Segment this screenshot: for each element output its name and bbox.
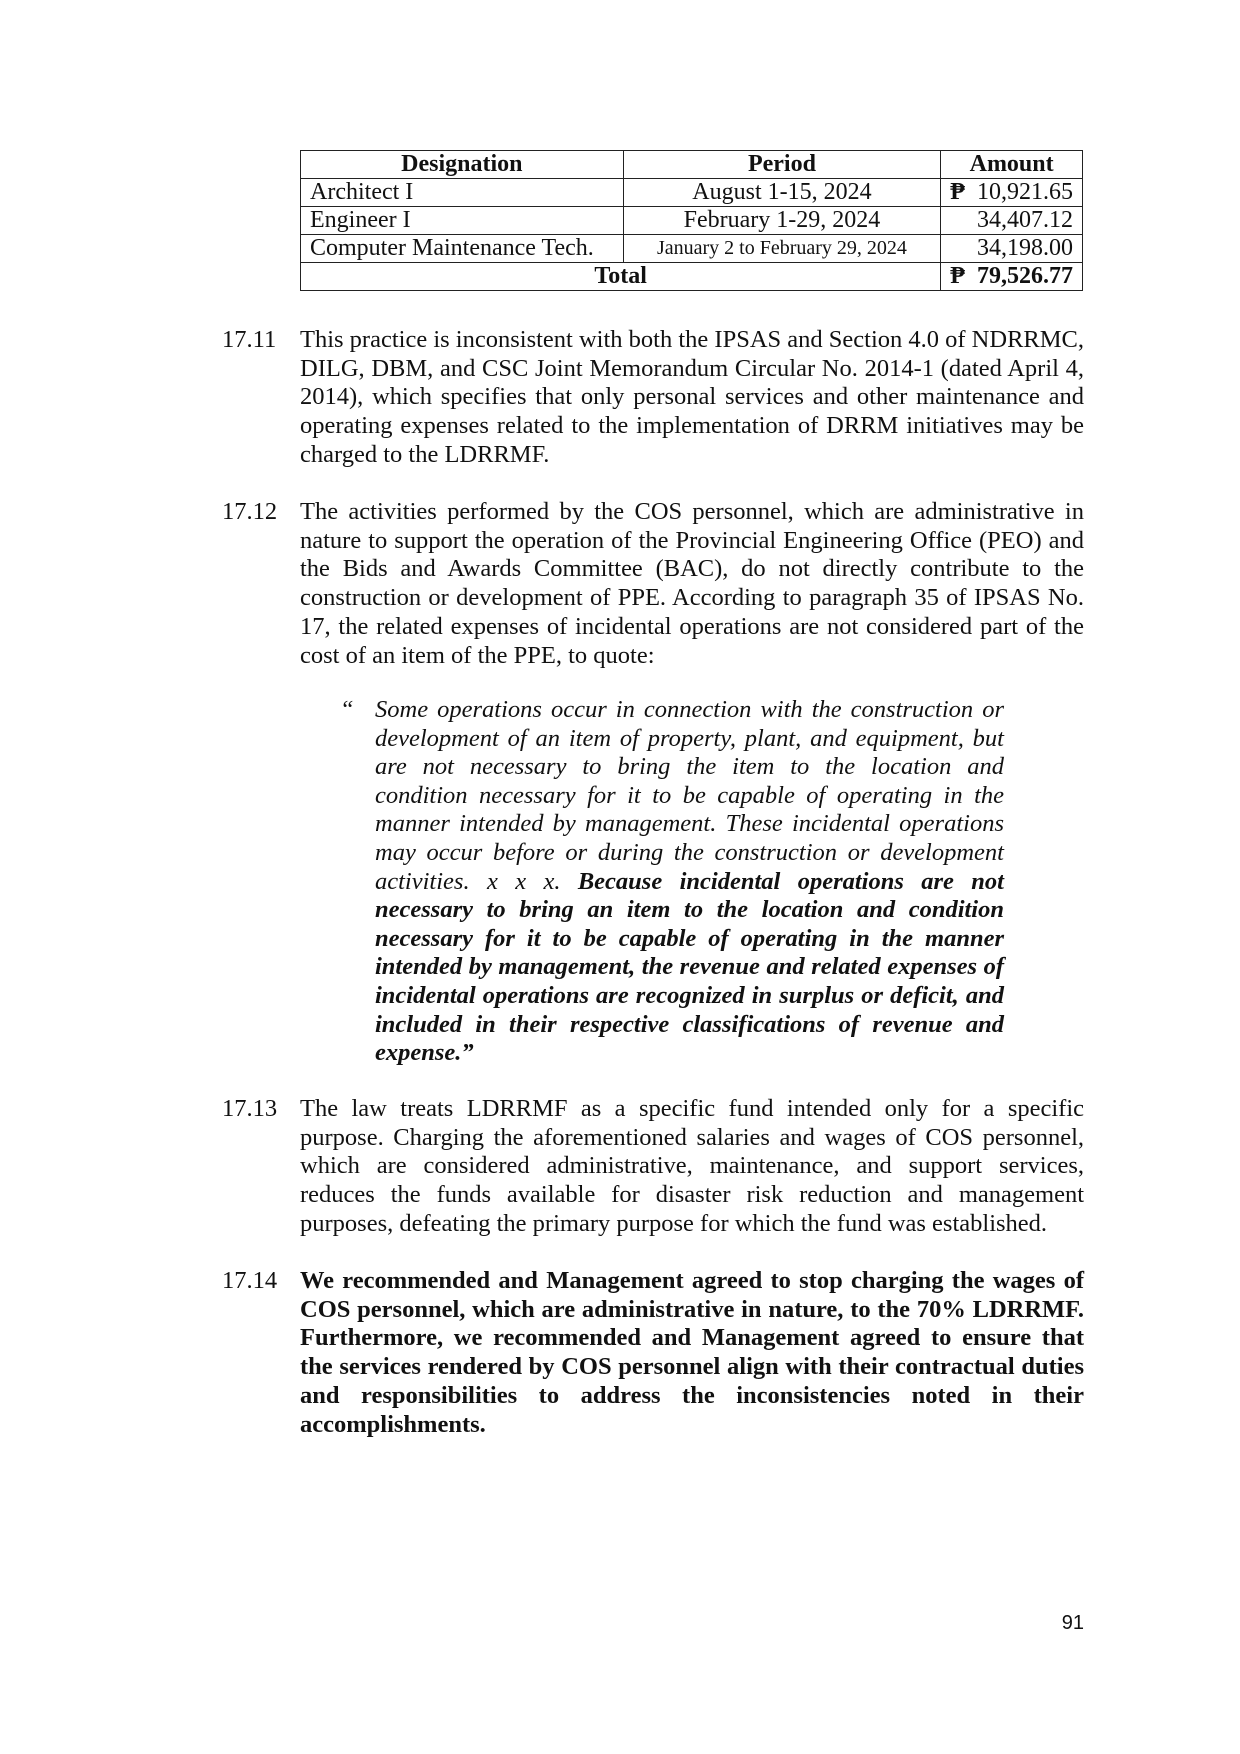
row-period: February 1-29, 2024	[623, 207, 941, 235]
quote-plain-text: Some operations occur in connection with the construction or development of an item of property, plant, and equipment, but are not necessary to bring the item to the location and condition necessary for it to be capable of operating in the manner intended by management. These incidental operations may occur before or during the construction or development activities. x x x.	[375, 696, 1004, 895]
header-amount: Amount	[941, 151, 1083, 179]
paragraph-text: The activities performed by the COS personnel, which are administrative in nature to support the operation of the Provincial Engineering Office (PEO) and the Bids and Awards Committee (BAC), do not directly contribute to the construction or development of PPE. According to paragraph 35 of IPSAS No. 17, the related expenses of incidental operations are not considered part of the cost of an item of the PPE, to quote:	[300, 498, 1084, 669]
row-amount: 34,198.00	[977, 235, 1073, 261]
paragraph-text: This practice is inconsistent with both the IPSAS and Section 4.0 of NDRRMC, DILG, DBM, and CSC Joint Memorandum Circular No. 2014-1 (dated April 4, 2014), which specifies that only personal services and other maintenance and operating expenses related to the implementation of DRRM initiatives may be charged to the LDRRMF.	[300, 326, 1084, 468]
paragraph-number: 17.11	[222, 326, 277, 353]
row-amount-cell	[941, 179, 1083, 207]
total-amount: 79,526.77	[977, 263, 1073, 289]
paragraph-number: 17.12	[222, 498, 278, 525]
peso-sign: ₱	[950, 263, 965, 289]
ipsas-quote-block	[340, 696, 1004, 1068]
total-label: Total	[301, 263, 941, 291]
row-amount: 34,407.12	[977, 207, 1073, 233]
row-amount-cell	[941, 235, 1083, 263]
paragraph-number: 17.13	[222, 1095, 278, 1122]
table-row	[301, 207, 1083, 235]
quote-text	[375, 696, 1004, 1068]
paragraph-17-12	[222, 498, 1084, 670]
row-designation: Computer Maintenance Tech.	[301, 235, 624, 263]
paragraph-text: The law treats LDRRMF as a specific fund intended only for a specific purpose. Charging the aforementioned salaries and wages of COS personnel, which are considered administrative, maintenance, and support services, reduces the funds available for disaster risk reduction and management purposes, defeating the primary purpose for which the fund was established.	[300, 1095, 1084, 1237]
table-row	[301, 235, 1083, 263]
cos-salary-table	[300, 150, 1083, 291]
quote-bold-text: Because incidental operations are not necessary to bring an item to the location and condition necessary for it to be capable of operating in the manner intended by management, the revenue and related expenses of incidental operations are recognized in surplus or deficit, and included in their respective classifications of revenue and expense.”	[375, 867, 1004, 1067]
page-number: 91	[1061, 1612, 1084, 1634]
paragraph-17-13	[222, 1095, 1084, 1239]
table-row	[301, 179, 1083, 207]
table-total-row	[301, 263, 1083, 291]
row-amount-cell	[941, 207, 1083, 235]
paragraph-17-11	[222, 326, 1084, 470]
paragraph-17-14	[222, 1267, 1084, 1439]
header-period: Period	[623, 151, 941, 179]
paragraph-number: 17.14	[222, 1267, 278, 1294]
peso-sign: ₱	[950, 179, 965, 205]
row-period: January 2 to February 29, 2024	[623, 235, 941, 263]
paragraph-text: We recommended and Management agreed to stop charging the wages of COS personnel, which are administrative in nature, to the 70% LDRRMF. Furthermore, we recommended and Management agreed to ensure that the services rendered by COS personnel align with their contractual duties and responsibilities to address the inconsistencies noted in their accomplishments.	[300, 1267, 1084, 1438]
header-designation: Designation	[301, 151, 624, 179]
row-period: August 1-15, 2024	[623, 179, 941, 207]
row-designation: Engineer I	[301, 207, 624, 235]
row-amount: 10,921.65	[977, 179, 1073, 205]
table-header-row	[301, 151, 1083, 179]
quote-open-mark: “	[340, 696, 354, 723]
total-amount-cell	[941, 263, 1083, 291]
row-designation: Architect I	[301, 179, 624, 207]
